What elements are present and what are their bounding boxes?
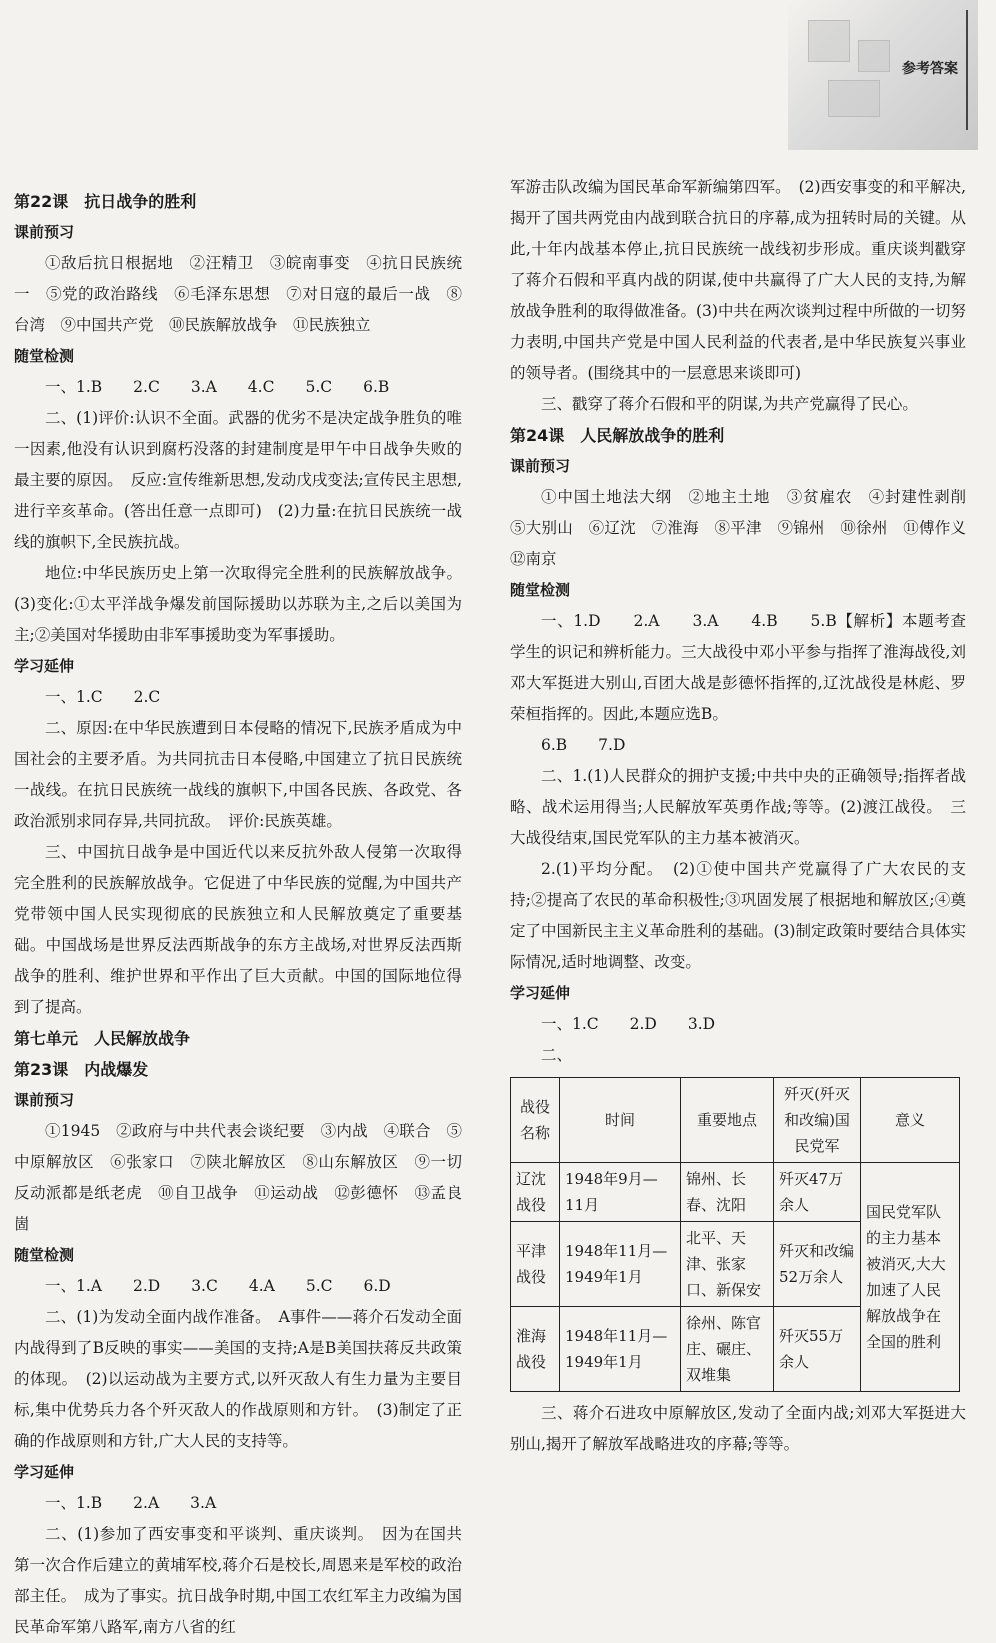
lesson-24-test-1b: 6.B 7.D bbox=[541, 736, 626, 754]
lesson-24-ext-3: 三、蒋介石进攻中原解放区,发动了全面内战;刘邓大军挺进大别山,揭开了解放军战略进攻的序幕;等等。 bbox=[510, 1404, 966, 1453]
battle-table bbox=[510, 1077, 960, 1392]
table-cell: 平津战役 bbox=[511, 1222, 560, 1307]
section-heading: 学习延伸 bbox=[510, 984, 571, 1002]
table-header: 战役名称 bbox=[511, 1078, 560, 1163]
left-column bbox=[14, 186, 462, 1643]
lesson-23-test-2: 二、(1)为发动全面内战作准备。 A事件——蒋介石发动全面内战得到了B反映的事实——美国的支持;A是B美国扶蒋反共政策的体现。 (2)以运动战为主要方式,以歼灭敌人有生力量为主要目标,集中优势兵力各个歼灭敌人的作战原则和方针。 (3)制定了正确的作战原则和方针,广大人民的支持等。 bbox=[14, 1308, 462, 1450]
lesson-24-test-2: 二、1.(1)人民群众的拥护支援;中共中央的正确领导;指挥者战略、战术运用得当;人民解放军英勇作战;等等。(2)渡江战役。 三大战役结束,国民党军队的主力基本被消灭。 bbox=[510, 767, 966, 847]
lesson-22-test-1: 一、1.B 2.C 3.A 4.C 5.C 6.B bbox=[45, 378, 390, 396]
lesson-23-test-1: 一、1.A 2.D 3.C 4.A 5.C 6.D bbox=[45, 1277, 391, 1295]
header-decoration bbox=[788, 0, 978, 150]
table-header: 重要地点 bbox=[681, 1078, 774, 1163]
significance-cell: 国民党军队的主力基本被消灭,大大加速了人民解放战争在全国的胜利 bbox=[861, 1163, 960, 1392]
section-heading: 课前预习 bbox=[510, 457, 571, 475]
lesson-24-test-3: 2.(1)平均分配。 (2)①使中国共产党赢得了广大农民的支持;②提高了农民的革命积极性;③巩固发展了根据地和解放区;④奠定了中国新民主主义革命胜利的基础。(3)制定政策时要结合具体实际情况,适时地调整、改变。 bbox=[510, 860, 966, 971]
section-heading: 随堂检测 bbox=[510, 581, 571, 599]
table-cell: 歼灭47万余人 bbox=[774, 1163, 861, 1222]
table-cell: 歼灭55万余人 bbox=[774, 1307, 861, 1392]
lesson-23-preview: ①1945 ②政府与中共代表会谈纪要 ③内战 ④联合 ⑤中原解放区 ⑥张家口 ⑦陕北解放区 ⑧山东解放区 ⑨一切反动派都是纸老虎 ⑩自卫战争 ⑪运动战 ⑫彭德怀 ⑬孟良崮 bbox=[14, 1122, 462, 1233]
lesson-22-title: 第22课 抗日战争的胜利 bbox=[14, 192, 197, 211]
lesson-23-ext-1: 一、1.B 2.A 3.A bbox=[45, 1494, 217, 1512]
table-cell: 徐州、陈官庄、碾庄、双堆集 bbox=[681, 1307, 774, 1392]
lesson-24-ext-1: 一、1.C 2.D 3.D bbox=[541, 1015, 716, 1033]
lesson-22-ext-1: 一、1.C 2.C bbox=[45, 688, 161, 706]
section-heading: 随堂检测 bbox=[14, 347, 75, 365]
table-header: 意义 bbox=[861, 1078, 960, 1163]
table-cell: 锦州、长春、沈阳 bbox=[681, 1163, 774, 1222]
lesson-24-ext-2: 二、 bbox=[541, 1046, 573, 1064]
table-cell: 淮海战役 bbox=[511, 1307, 560, 1392]
table-cell: 辽沈战役 bbox=[511, 1163, 560, 1222]
table-cell: 北平、天津、张家口、新保安 bbox=[681, 1222, 774, 1307]
lesson-22-preview: ①敌后抗日根据地 ②汪精卫 ③皖南事变 ④抗日民族统一 ⑤党的政治路线 ⑥毛泽东思想 ⑦对日寇的最后一战 ⑧台湾 ⑨中国共产党 ⑩民族解放战争 ⑪民族独立 bbox=[14, 254, 462, 334]
table-cell: 1948年11月—1949年1月 bbox=[560, 1307, 681, 1392]
lesson-23-ext-3: 三、戳穿了蒋介石假和平的阴谋,为共产党赢得了民心。 bbox=[541, 395, 918, 413]
section-label: 参考答案 bbox=[902, 61, 958, 77]
lesson-23-ext-2: 二、(1)参加了西安事变和平谈判、重庆谈判。 因为在国共第一次合作后建立的黄埔军校,蒋介石是校长,周恩来是军校的政治部主任。 成为了事实。抗日战争时期,中国工农红军主力改编为国民革命军第八路军,南方八省的红 bbox=[14, 1525, 462, 1636]
lesson-24-test-1: 一、1.D 2.A 3.A 4.B 5.B【解析】本题考查学生的识记和辨析能力。三大战役中邓小平参与指挥了淮海战役,刘邓大军挺进大别山,百团大战是彭德怀指挥的,辽沈战役是林彪、罗荣桓指挥的。因此,本题应选B。 bbox=[510, 612, 966, 723]
lesson-22-ext-2: 二、原因:在中华民族遭到日本侵略的情况下,民族矛盾成为中国社会的主要矛盾。为共同抗击日本侵略,中国建立了抗日民族统一战线。在抗日民族统一战线的旗帜下,中国各民族、各政党、各政治派别求同存异,共同抗敌。 评价:民族英雄。 bbox=[14, 719, 462, 830]
table-header: 时间 bbox=[560, 1078, 681, 1163]
lesson-22-test-2: 二、(1)评价:认识不全面。武器的优劣不是决定战争胜负的唯一因素,他没有认识到腐朽没落的封建制度是甲午中日战争失败的最主要的原因。 反应:宣传维新思想,发动戊戌变法;宣传民主思想,进行辛亥革命。(答出任意一点即可) (2)力量:在抗日民族统一战线的旗帜下,全民族抗战。 bbox=[14, 409, 462, 551]
lesson-23-ext-2-continued: 军游击队改编为国民革命军新编第四军。 (2)西安事变的和平解决,揭开了国共两党由内战到联合抗日的序幕,成为扭转时局的关键。从此,十年内战基本停止,抗日民族统一战线初步形成。重庆谈判戳穿了蒋介石假和平真内战的阴谋,使中共赢得了广大人民的支持,为解放战争胜利的取得做准备。(3)中共在两次谈判过程中所做的一切努力表明,中国共产党是中国人民利益的代表者,是中华民族复兴事业的领导者。(围绕其中的一层意思来谈即可) bbox=[510, 178, 966, 382]
lesson-23-title: 第23课 内战爆发 bbox=[14, 1060, 149, 1079]
section-heading: 课前预习 bbox=[14, 1091, 75, 1109]
lesson-22-ext-3: 三、中国抗日战争是中国近代以来反抗外敌人侵第一次取得完全胜利的民族解放战争。它促进了中华民族的觉醒,为中国共产党带领中国人民实现彻底的民族独立和人民解放奠定了重要基础。中国战场是世界反法西斯战争的东方主战场,对世界反法西斯战争的胜利、维护世界和平作出了巨大贡献。中国的国际地位得到了提高。 bbox=[14, 843, 462, 1016]
table-row bbox=[511, 1163, 960, 1222]
table-cell: 1948年9月—11月 bbox=[560, 1163, 681, 1222]
section-heading: 学习延伸 bbox=[14, 657, 75, 675]
right-column bbox=[510, 172, 982, 1460]
lesson-24-title: 第24课 人民解放战争的胜利 bbox=[510, 426, 725, 445]
lesson-22-test-3: 地位:中华民族历史上第一次取得完全胜利的民族解放战争。(3)变化:①太平洋战争爆发前国际援助以苏联为主,之后以美国为主;②美国对华援助由非军事援助变为军事援助。 bbox=[14, 564, 462, 644]
table-header: 歼灭(歼灭和改编)国民党军 bbox=[774, 1078, 861, 1163]
table-cell: 歼灭和改编52万余人 bbox=[774, 1222, 861, 1307]
table-header-row bbox=[511, 1078, 960, 1163]
section-heading: 随堂检测 bbox=[14, 1246, 75, 1264]
unit-7-title: 第七单元 人民解放战争 bbox=[14, 1029, 191, 1048]
section-heading: 学习延伸 bbox=[14, 1463, 75, 1481]
section-heading: 课前预习 bbox=[14, 223, 75, 241]
lesson-24-preview: ①中国土地法大纲 ②地主土地 ③贫雇农 ④封建性剥削 ⑤大别山 ⑥辽沈 ⑦淮海 ⑧平津 ⑨锦州 ⑩徐州 ⑪傅作义 ⑫南京 bbox=[510, 488, 982, 568]
table-cell: 1948年11月—1949年1月 bbox=[560, 1222, 681, 1307]
